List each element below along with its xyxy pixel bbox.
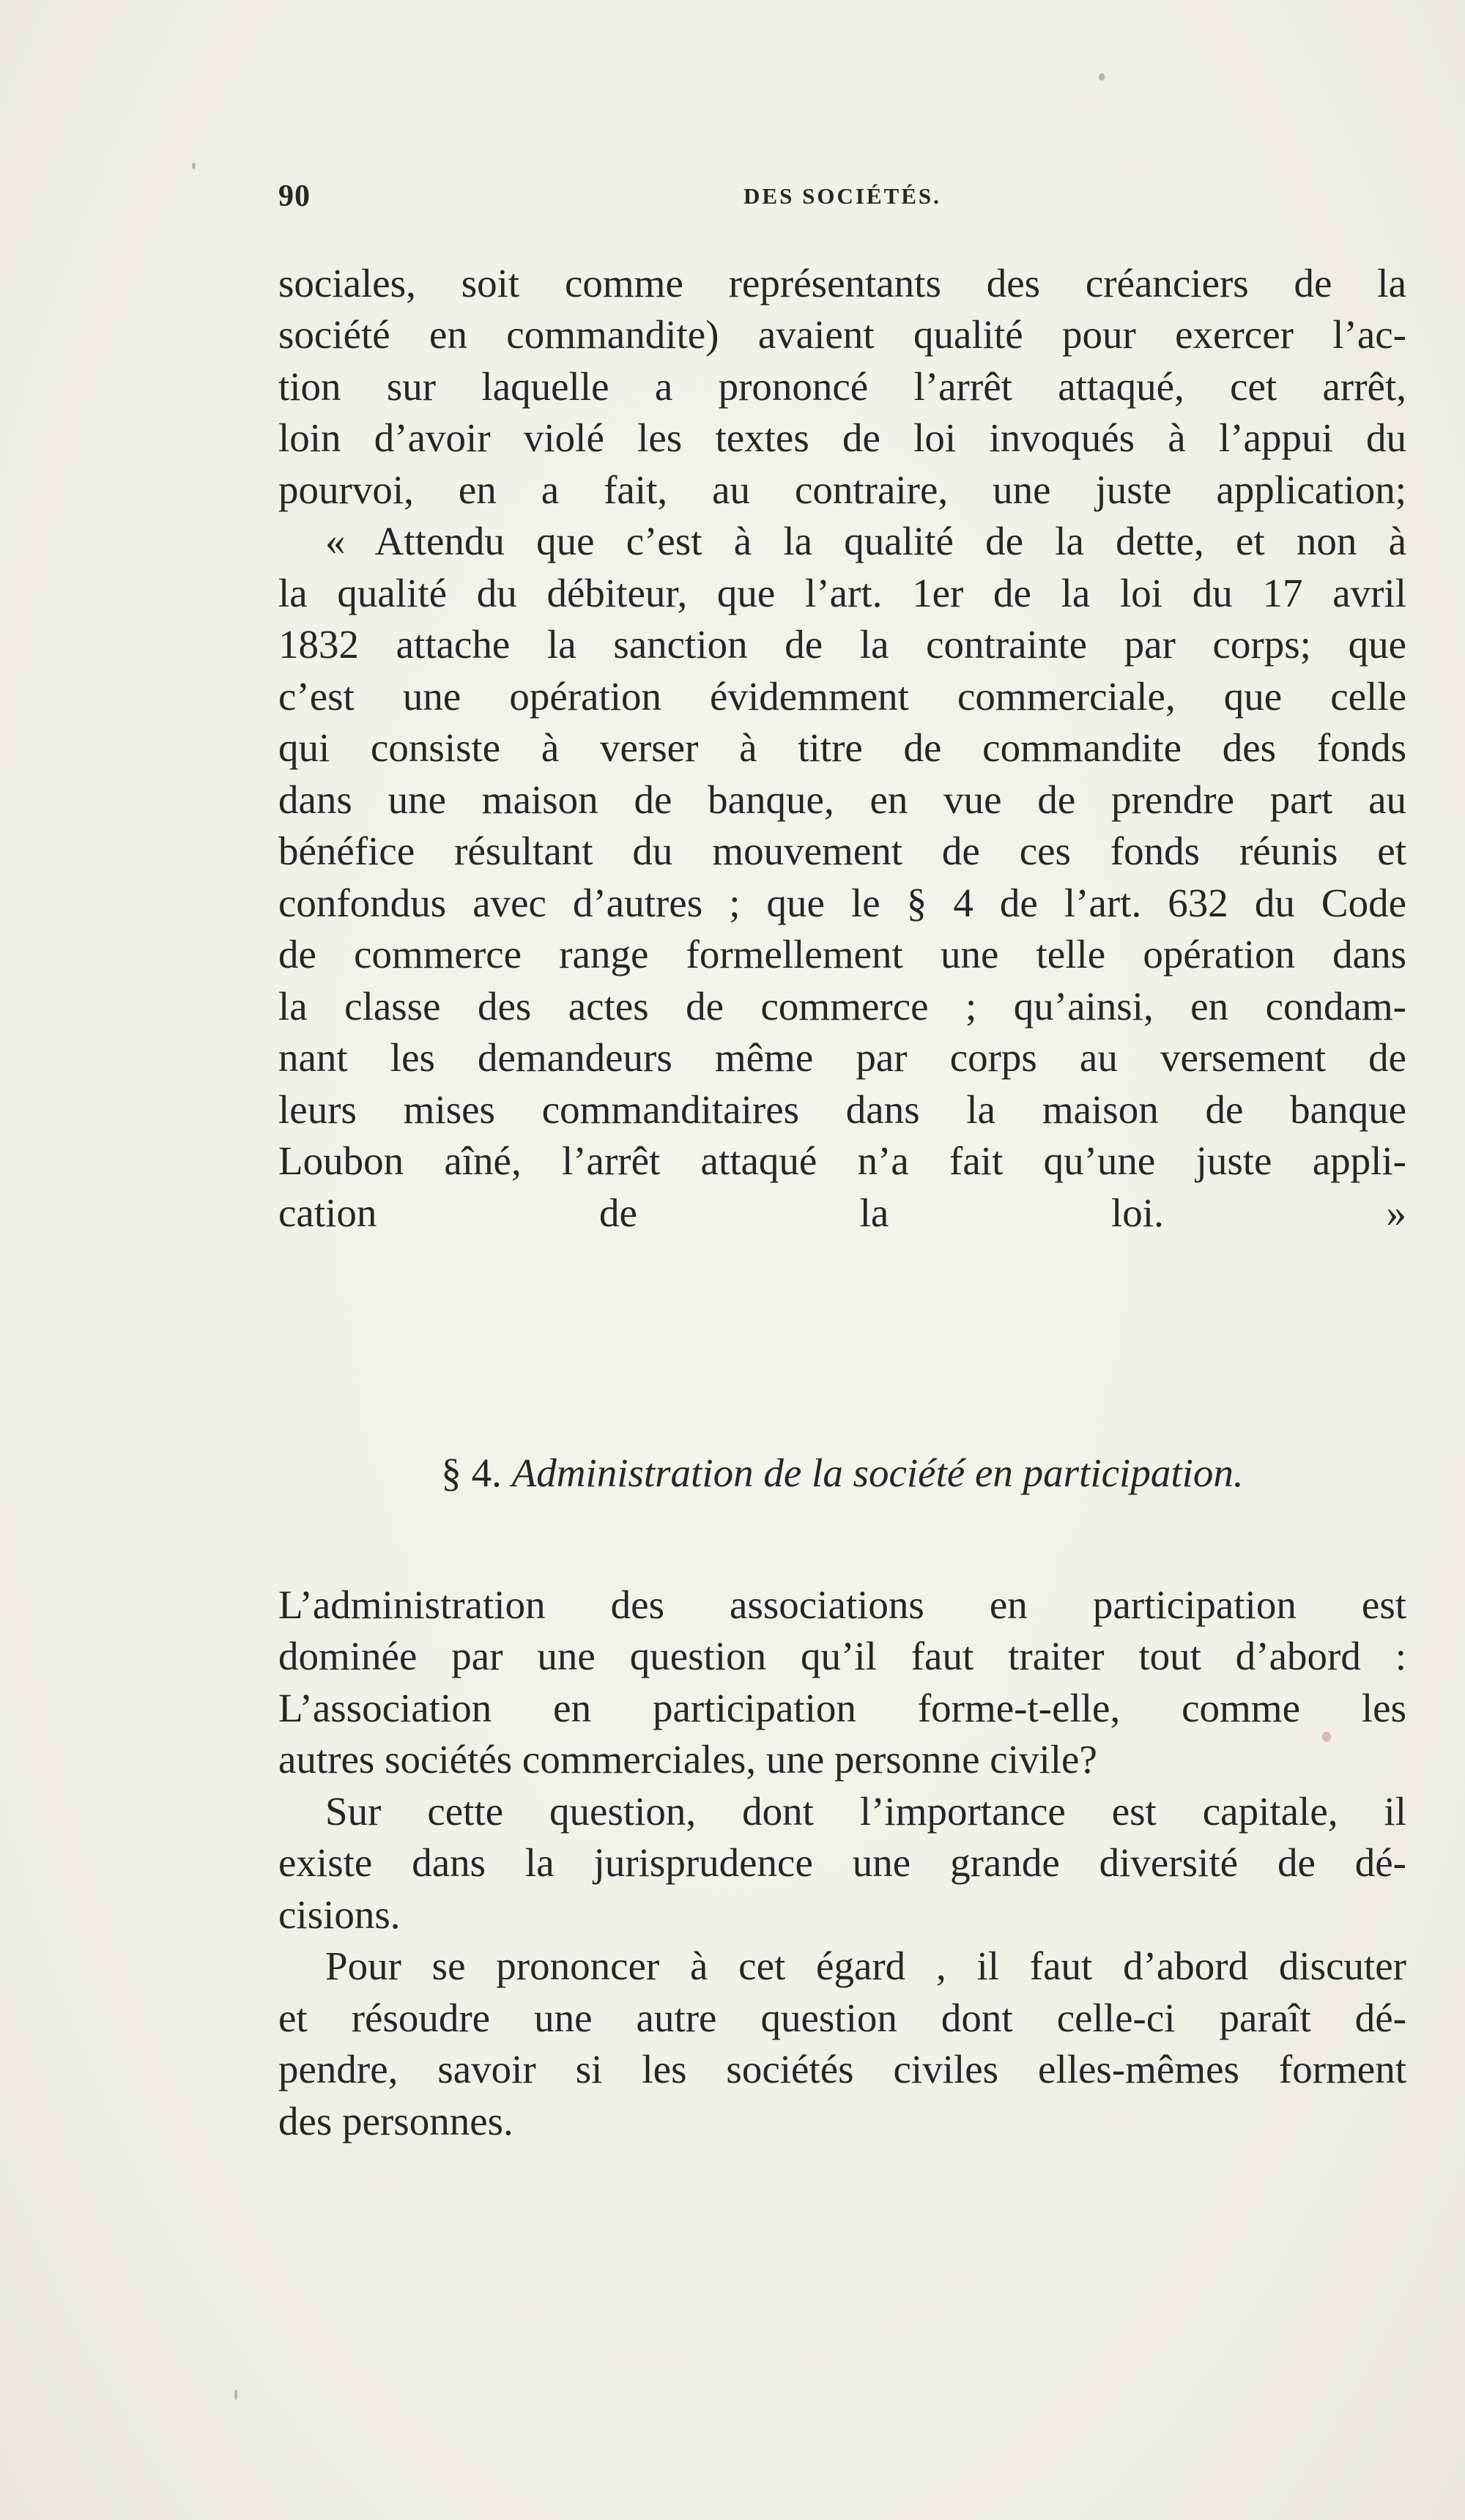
text-line: pendre, savoir si les sociétés civiles elles-mêmes forment (278, 2047, 1406, 2091)
paper-speck (192, 163, 196, 169)
text-line: 1832 attache la sanction de la contrainte par corps; que (278, 622, 1406, 667)
text-line: et résoudre une autre question dont celle-ci paraît dé- (278, 1995, 1406, 2040)
text-line: la classe des actes de commerce ; qu’ainsi, en condam- (278, 984, 1406, 1029)
text-line: loin d’avoir violé les textes de loi invoqués à l’appui du (278, 415, 1406, 460)
text-line: bénéfice résultant du mouvement de ces fonds réunis et (278, 829, 1406, 873)
text-line: leurs mises commanditaires dans la maison de banque (278, 1087, 1406, 1132)
running-head: DES SOCIÉTÉS. (743, 183, 941, 209)
text-line: des personnes. (278, 2099, 513, 2143)
text-line: dans une maison de banque, en vue de prendre part au (278, 777, 1406, 822)
text-line: confondus avec d’autres ; que le § 4 de l’art. 632 du Code (278, 881, 1406, 925)
text-line: cisions. (278, 1892, 401, 1937)
section-heading (278, 1448, 1406, 1499)
text-line: Loubon aîné, l’arrêt attaqué n’a fait qu’une juste appli- (278, 1138, 1406, 1183)
text-line: qui consiste à verser à titre de commandite des fonds (278, 725, 1406, 770)
text-line: cation de la loi. » (278, 1190, 1406, 1235)
text-line: de commerce range formellement une telle opération dans (278, 932, 1406, 976)
text-line: L’association en participation forme-t-elle, comme les (278, 1686, 1406, 1730)
page-header (278, 179, 1406, 223)
text-line: Pour se prononcer à cet égard , il faut d’abord discuter (325, 1943, 1406, 1988)
text-line: Sur cette question, dont l’importance est capitale, il (325, 1789, 1406, 1834)
text-line: tion sur laquelle a prononcé l’arrêt attaqué, cet arrêt, (278, 364, 1406, 409)
text-line: existe dans la jurisprudence une grande diversité de dé- (278, 1840, 1406, 1885)
paper-speck (1322, 1732, 1331, 1742)
text-line: pourvoi, en a fait, au contraire, une juste application; (278, 467, 1406, 512)
section-number: § 4. (441, 1450, 502, 1495)
text-line: « Attendu que c’est à la qualité de la dette, et non à (325, 519, 1406, 563)
text-line: la qualité du débiteur, que l’art. 1er de la loi du 17 avril (278, 571, 1406, 615)
text-line: c’est une opération évidemment commerciale, que celle (278, 674, 1406, 719)
paper-speck (1099, 73, 1105, 81)
text-line: société en commandite) avaient qualité pour exercer l’ac- (278, 312, 1406, 357)
paper-speck (234, 2390, 237, 2400)
text-line (278, 1239, 1406, 1290)
section-title: Administration de la société en participation. (511, 1450, 1244, 1495)
text-line: autres sociétés commerciales, une personne civile? (278, 1737, 1097, 1782)
text-line: sociales, soit comme représentants des créanciers de la (278, 261, 1406, 305)
text-line: nant les demandeurs même par corps au versement de (278, 1035, 1406, 1080)
page-number: 90 (278, 179, 311, 213)
text-line: L’administration des associations en participation est (278, 1582, 1406, 1627)
text-line: dominée par une question qu’il faut traiter tout d’abord : (278, 1634, 1406, 1678)
